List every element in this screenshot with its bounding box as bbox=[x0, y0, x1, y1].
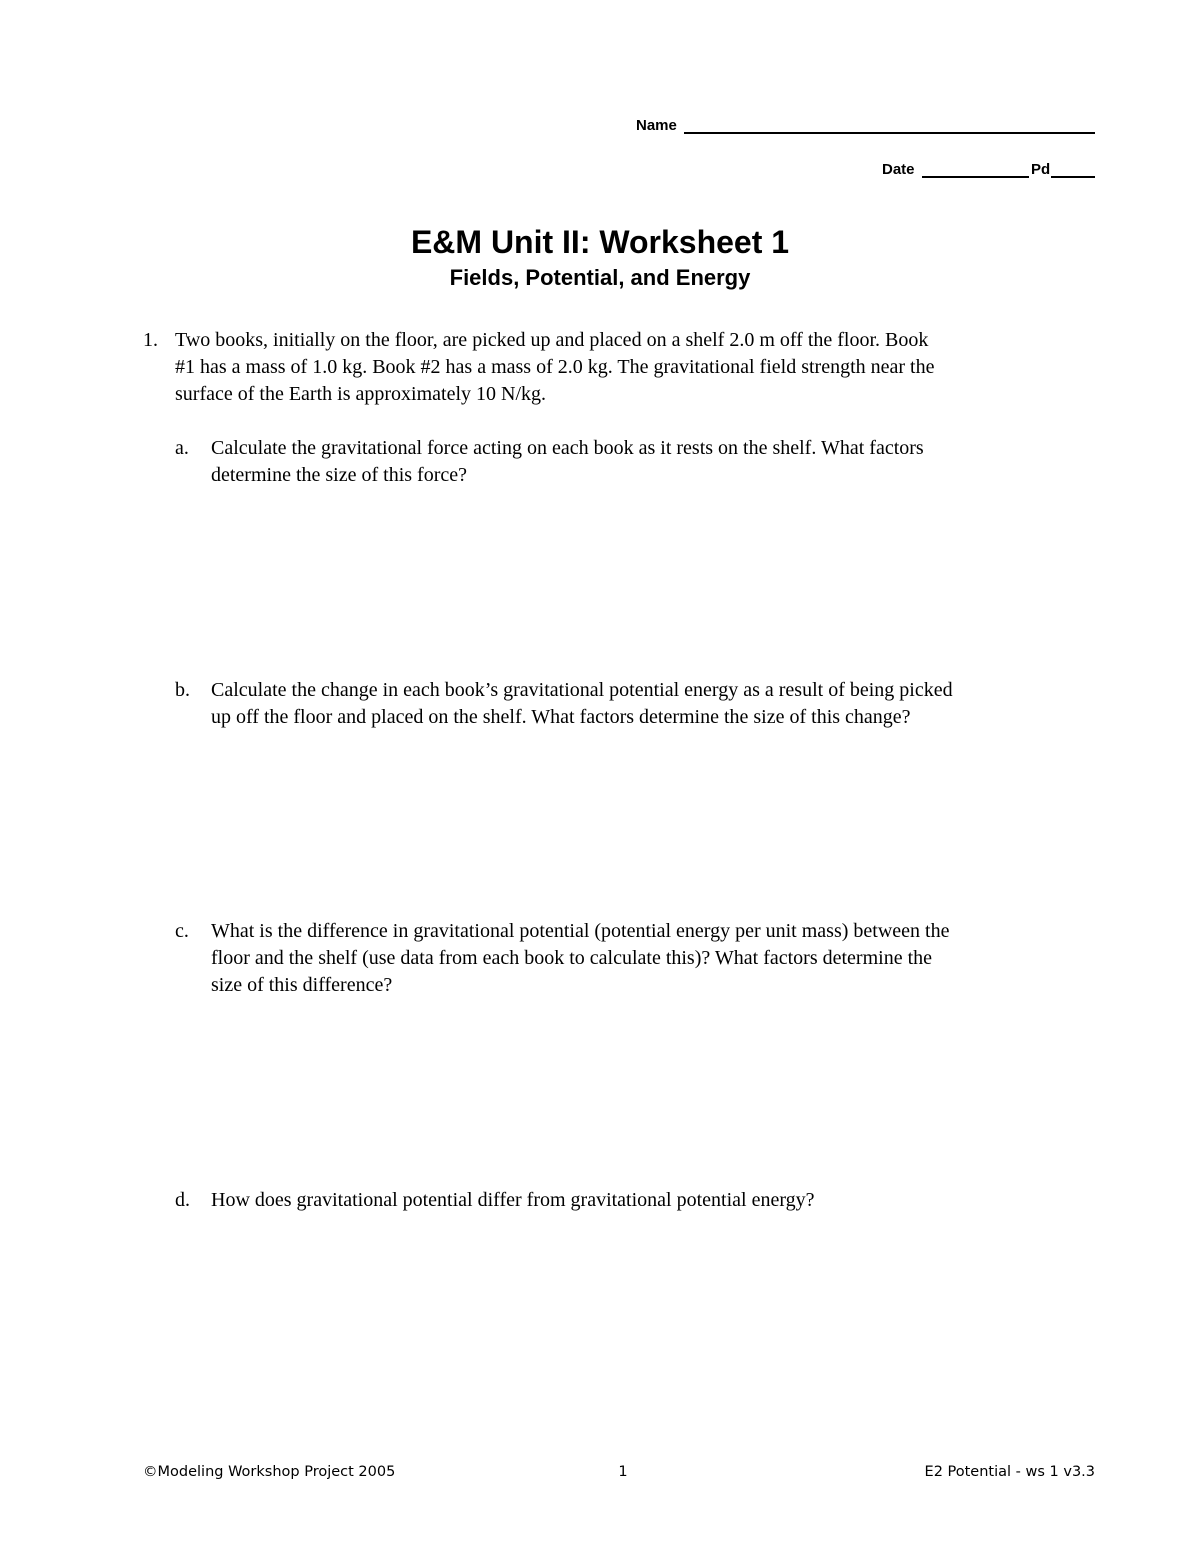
period-field[interactable] bbox=[1051, 176, 1095, 178]
part-a-text-line: determine the size of this force? bbox=[211, 464, 467, 486]
date-field[interactable] bbox=[922, 176, 1029, 178]
part-b-answer-space[interactable] bbox=[175, 742, 1095, 902]
worksheet-title: E&M Unit II: Worksheet 1 bbox=[410, 224, 790, 260]
part-c-text-line: size of this difference? bbox=[211, 974, 393, 996]
part-c-letter: c. bbox=[175, 920, 189, 942]
part-b-text-line: up off the floor and placed on the shelf. What factors determine the size of this change? bbox=[211, 706, 911, 728]
part-d-letter: d. bbox=[175, 1189, 190, 1211]
question-text-line: Two books, initially on the floor, are picked up and placed on a shelf 2.0 m off the floor. Book bbox=[175, 329, 929, 351]
name-field[interactable] bbox=[684, 132, 1095, 134]
question-text-line: #1 has a mass of 1.0 kg. Book #2 has a mass of 2.0 kg. The gravitational field strength near the bbox=[175, 356, 935, 378]
date-label: Date bbox=[882, 161, 915, 178]
part-b-text-line: Calculate the change in each book’s gravitational potential energy as a result of being picked bbox=[211, 679, 953, 701]
period-label: Pd bbox=[1031, 161, 1051, 178]
part-a-letter: a. bbox=[175, 437, 189, 459]
question-number: 1. bbox=[143, 329, 158, 351]
part-d-answer-space[interactable] bbox=[175, 1225, 1095, 1425]
question-text-line: surface of the Earth is approximately 10 N/kg. bbox=[175, 383, 546, 405]
part-d-text-line: How does gravitational potential differ from gravitational potential energy? bbox=[211, 1189, 815, 1211]
part-a-answer-space[interactable] bbox=[175, 500, 1095, 660]
part-c-answer-space[interactable] bbox=[175, 1010, 1095, 1170]
part-a-text-line: Calculate the gravitational force acting on each book as it rests on the shelf. What factors bbox=[211, 437, 924, 459]
part-c-text-line: What is the difference in gravitational potential (potential energy per unit mass) between the bbox=[211, 920, 950, 942]
name-label: Name bbox=[636, 117, 677, 134]
footer-version: E2 Potential - ws 1 v3.3 bbox=[924, 1464, 1095, 1480]
footer-page-number: 1 bbox=[618, 1464, 628, 1480]
part-c-text-line: floor and the shelf (use data from each book to calculate this)? What factors determine the bbox=[211, 947, 933, 969]
part-b-letter: b. bbox=[175, 679, 190, 701]
worksheet-subtitle: Fields, Potential, and Energy bbox=[449, 265, 751, 290]
footer-copyright: ©Modeling Workshop Project 2005 bbox=[143, 1464, 396, 1480]
